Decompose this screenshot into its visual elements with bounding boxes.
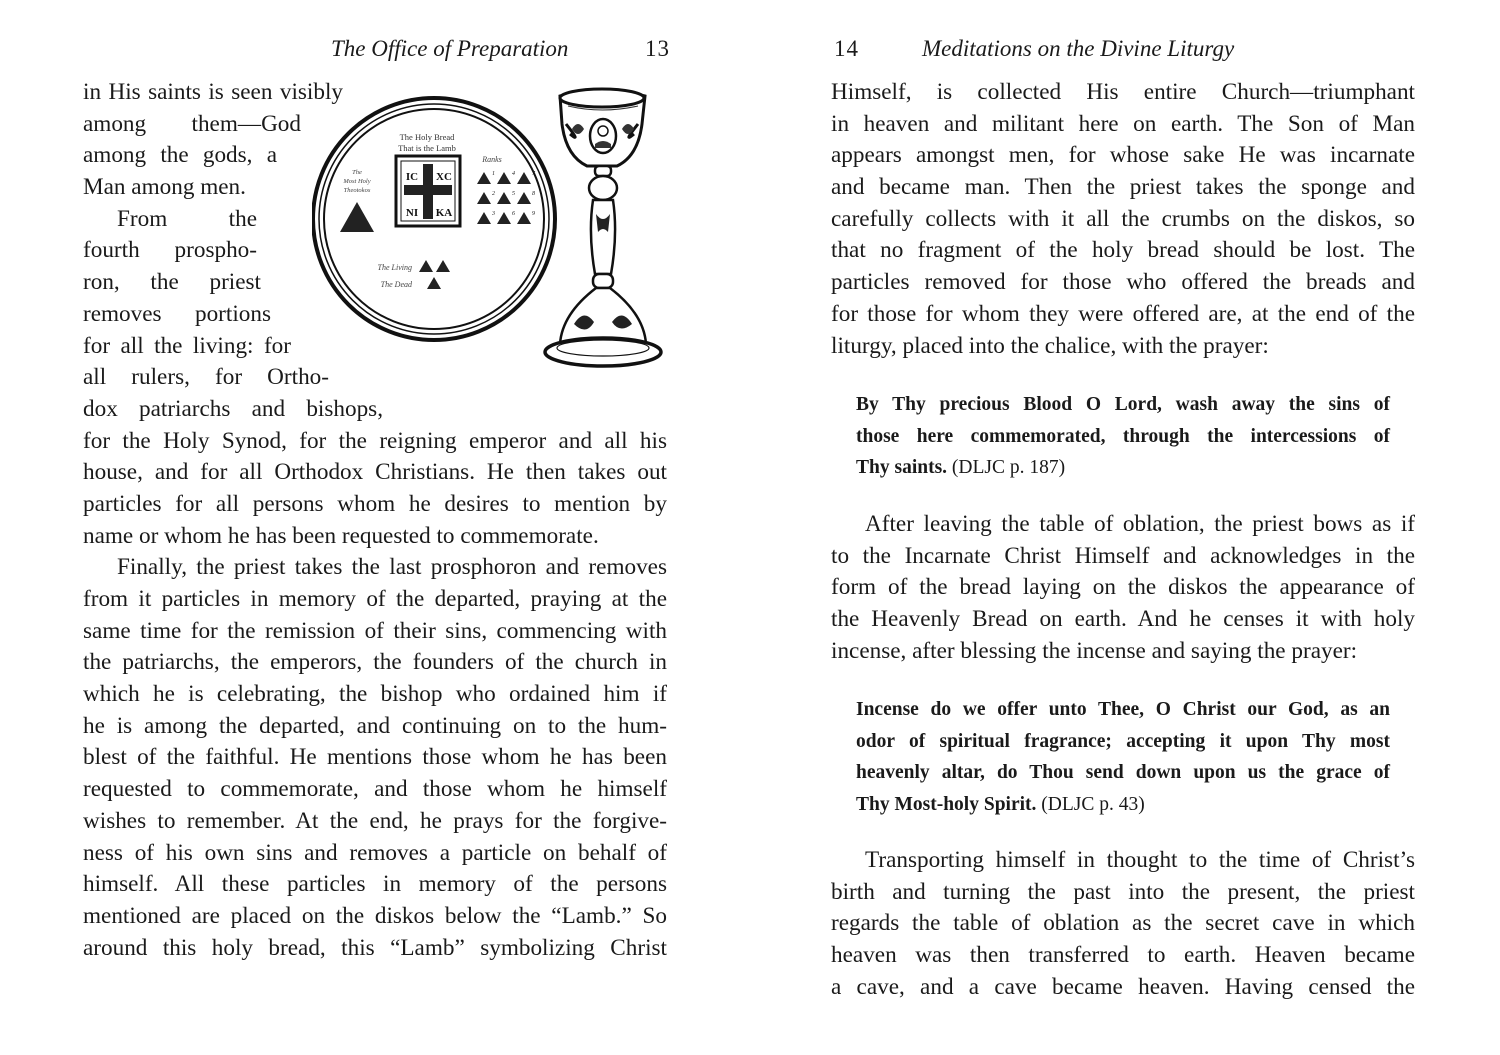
rank-triangle (517, 212, 531, 224)
theotokos-label-2: Most Holy (343, 178, 371, 185)
rank-triangle (497, 212, 511, 224)
prayer-line: heavenly altar, do Thou send down upon us the grace of (856, 762, 1390, 784)
text-line: form of the bread laying on the diskos the appearance of (831, 574, 1415, 601)
rank-number: 1 (492, 171, 495, 177)
prayer-line: By Thy precious Blood O Lord, wash away the sins of (856, 394, 1390, 415)
text-line: mentioned are placed on the diskos below the “Lamb.” So (83, 902, 667, 929)
rank-number: 7 (532, 171, 535, 177)
lamb-letter: KA (435, 207, 453, 219)
text-line: for those for whom they were offered are, at the end of the (831, 300, 1415, 327)
prayer-block-2 (856, 694, 1390, 821)
dead-label: The Dead (380, 280, 412, 289)
text-line: house, and for all Orthodox Christians. He then takes out (83, 459, 667, 486)
text-line: which he is celebrating, the bishop who ordained him if (83, 681, 667, 708)
chalice-icon (545, 89, 661, 366)
text-line: dox patriarchs and bishops, (83, 395, 383, 422)
text-line: among them—God (83, 110, 301, 137)
text-line: birth and turning the past into the present, the priest (831, 878, 1415, 905)
text-line: ron, the priest (83, 269, 261, 296)
text-line: for the Holy Synod, for the reigning emperor and all his (83, 427, 667, 454)
text-line: to the Incarnate Christ Himself and acknowledges in the (831, 542, 1415, 569)
text-line: incense, after blessing the incense and saying the prayer: (831, 637, 1358, 664)
rank-number: 2 (492, 191, 495, 197)
text-line: among the gods, a (83, 142, 277, 169)
citation-reference: (DLJC p. 43) (1041, 794, 1145, 816)
running-title: Meditations on the Divine Liturgy (922, 36, 1235, 61)
lamb-letter: NI (405, 207, 419, 219)
right-page (750, 0, 1500, 1055)
theotokos-label: The (352, 169, 362, 176)
lamb-letter: XC (436, 171, 452, 183)
text-line: himself. All these particles in memory of the persons (83, 871, 667, 898)
page-number: 14 (834, 36, 859, 61)
theotokos-label-3: Theotokos (343, 187, 371, 194)
running-head-left (331, 34, 568, 64)
paragraph-1 (831, 77, 1415, 362)
paragraph-3 (831, 845, 1415, 1003)
text-line: Himself, is collected His entire Church—triumphant (831, 79, 1415, 105)
text-line: removes portions (83, 300, 271, 327)
text-line: wishes to remember. At the end, he prays for the forgive- (83, 807, 667, 834)
lamb-stamp (396, 156, 460, 226)
page-number: 13 (645, 36, 670, 61)
text-line: After leaving the table of oblation, the priest bows as if (865, 511, 1415, 537)
theotokos-triangle (340, 202, 374, 232)
text-line: blest of the faithful. He mentions those whom he has been (83, 744, 667, 771)
text-line: fourth prospho- (83, 237, 257, 264)
text-line: heaven was then transferred to earth. Heaven became (831, 942, 1415, 969)
rank-number: 8 (532, 191, 535, 197)
rank-triangle (497, 192, 511, 204)
text-line: from it particles in memory of the departed, praying at the (83, 586, 667, 612)
text-line: particles removed for those who offered the breads and (831, 269, 1415, 296)
text-line: carefully collects with it all the crumbs on the diskos, so (831, 205, 1415, 232)
text-line: Finally, the priest takes the last prosphoron and removes (117, 554, 667, 581)
living-triangle (419, 260, 433, 272)
running-title: The Office of Preparation (331, 36, 569, 61)
paragraph-2 (831, 509, 1415, 667)
text-line: for all the living: for (83, 332, 291, 359)
prayer-line: those here commemorated, through the intercessions of (856, 425, 1390, 447)
prayer-block-1 (856, 389, 1390, 484)
rank-number: 6 (512, 211, 515, 217)
lamb-letter: IC (405, 171, 419, 183)
holy-bread-label: The Holy Bread (399, 132, 455, 142)
text-line: he is among the departed, and continuing on to the hum- (83, 712, 667, 739)
prayer-line: odor of spiritual fragrance; accepting it upon Thy most (856, 730, 1390, 752)
text-line: same time for the remission of their sins, commencing with (83, 617, 667, 644)
text-line: and became man. Then the priest takes the sponge and (831, 174, 1415, 201)
citation-reference: (DLJC p. 187) (951, 457, 1066, 479)
rank-number: 5 (512, 191, 515, 197)
text-line: all rulers, for Ortho- (83, 364, 329, 391)
text-line: requested to commemorate, and those whom he himself (83, 776, 667, 803)
text-line: Transporting himself in thought to the time of Christ’s (865, 847, 1415, 873)
rank-number: 4 (512, 171, 515, 177)
rank-triangle (477, 192, 491, 204)
rank-number: 9 (532, 211, 535, 217)
ranks-triangles (477, 170, 536, 224)
text-line: Man among men. (83, 174, 246, 201)
text-line: in His saints is seen visibly (83, 79, 343, 105)
text-line: name or whom he has been requested to commemorate. (83, 522, 599, 549)
living-triangle (436, 260, 450, 272)
rank-triangle (477, 172, 491, 184)
prayer-text: Thy Most-holy Spirit. (856, 794, 1037, 816)
page-number-right (834, 34, 859, 64)
dead-triangle (427, 277, 441, 289)
prayer-text: Thy saints. (856, 457, 948, 479)
prayer-line-last (856, 452, 1390, 484)
text-line: the patriarchs, the emperors, the founders of the church in (83, 649, 667, 676)
text-line: a cave, and a cave became heaven. Having censed the (831, 973, 1415, 1000)
text-line: appears amongst men, for whose sake He was incarnate (831, 142, 1415, 169)
text-line: in heaven and militant here on earth. The Son of Man (831, 110, 1415, 137)
text-line: ness of his own sins and removes a particle on behalf of (83, 839, 667, 866)
rank-number: 3 (492, 211, 495, 217)
page-number-left (645, 34, 670, 64)
text-line: particles for all persons whom he desires to mention by (83, 490, 667, 517)
diskos-and-chalice-illustration (312, 84, 687, 399)
text-line: From the (117, 205, 257, 232)
living-label: The Living (377, 263, 412, 272)
text-line: around this holy bread, this “Lamb” symbolizing Christ (83, 934, 667, 961)
text-line: the Heavenly Bread on earth. And he censes it with holy (831, 606, 1415, 633)
ranks-label: Ranks (482, 155, 502, 164)
holy-bread-label-2: That is the Lamb (398, 143, 456, 153)
prayer-line-last (856, 789, 1390, 821)
rank-triangle (517, 192, 531, 204)
text-line: regards the table of oblation as the secret cave in which (831, 910, 1415, 937)
diskos-diagram (313, 98, 555, 340)
rank-triangle (497, 172, 511, 184)
text-line: that no fragment of the holy bread should be lost. The (831, 237, 1415, 264)
prayer-line: Incense do we offer unto Thee, O Christ our God, as an (856, 699, 1390, 720)
text-line: liturgy, placed into the chalice, with the prayer: (831, 332, 1269, 359)
running-head-right (922, 34, 1234, 64)
rank-triangle (517, 172, 531, 184)
rank-triangle (477, 212, 491, 224)
